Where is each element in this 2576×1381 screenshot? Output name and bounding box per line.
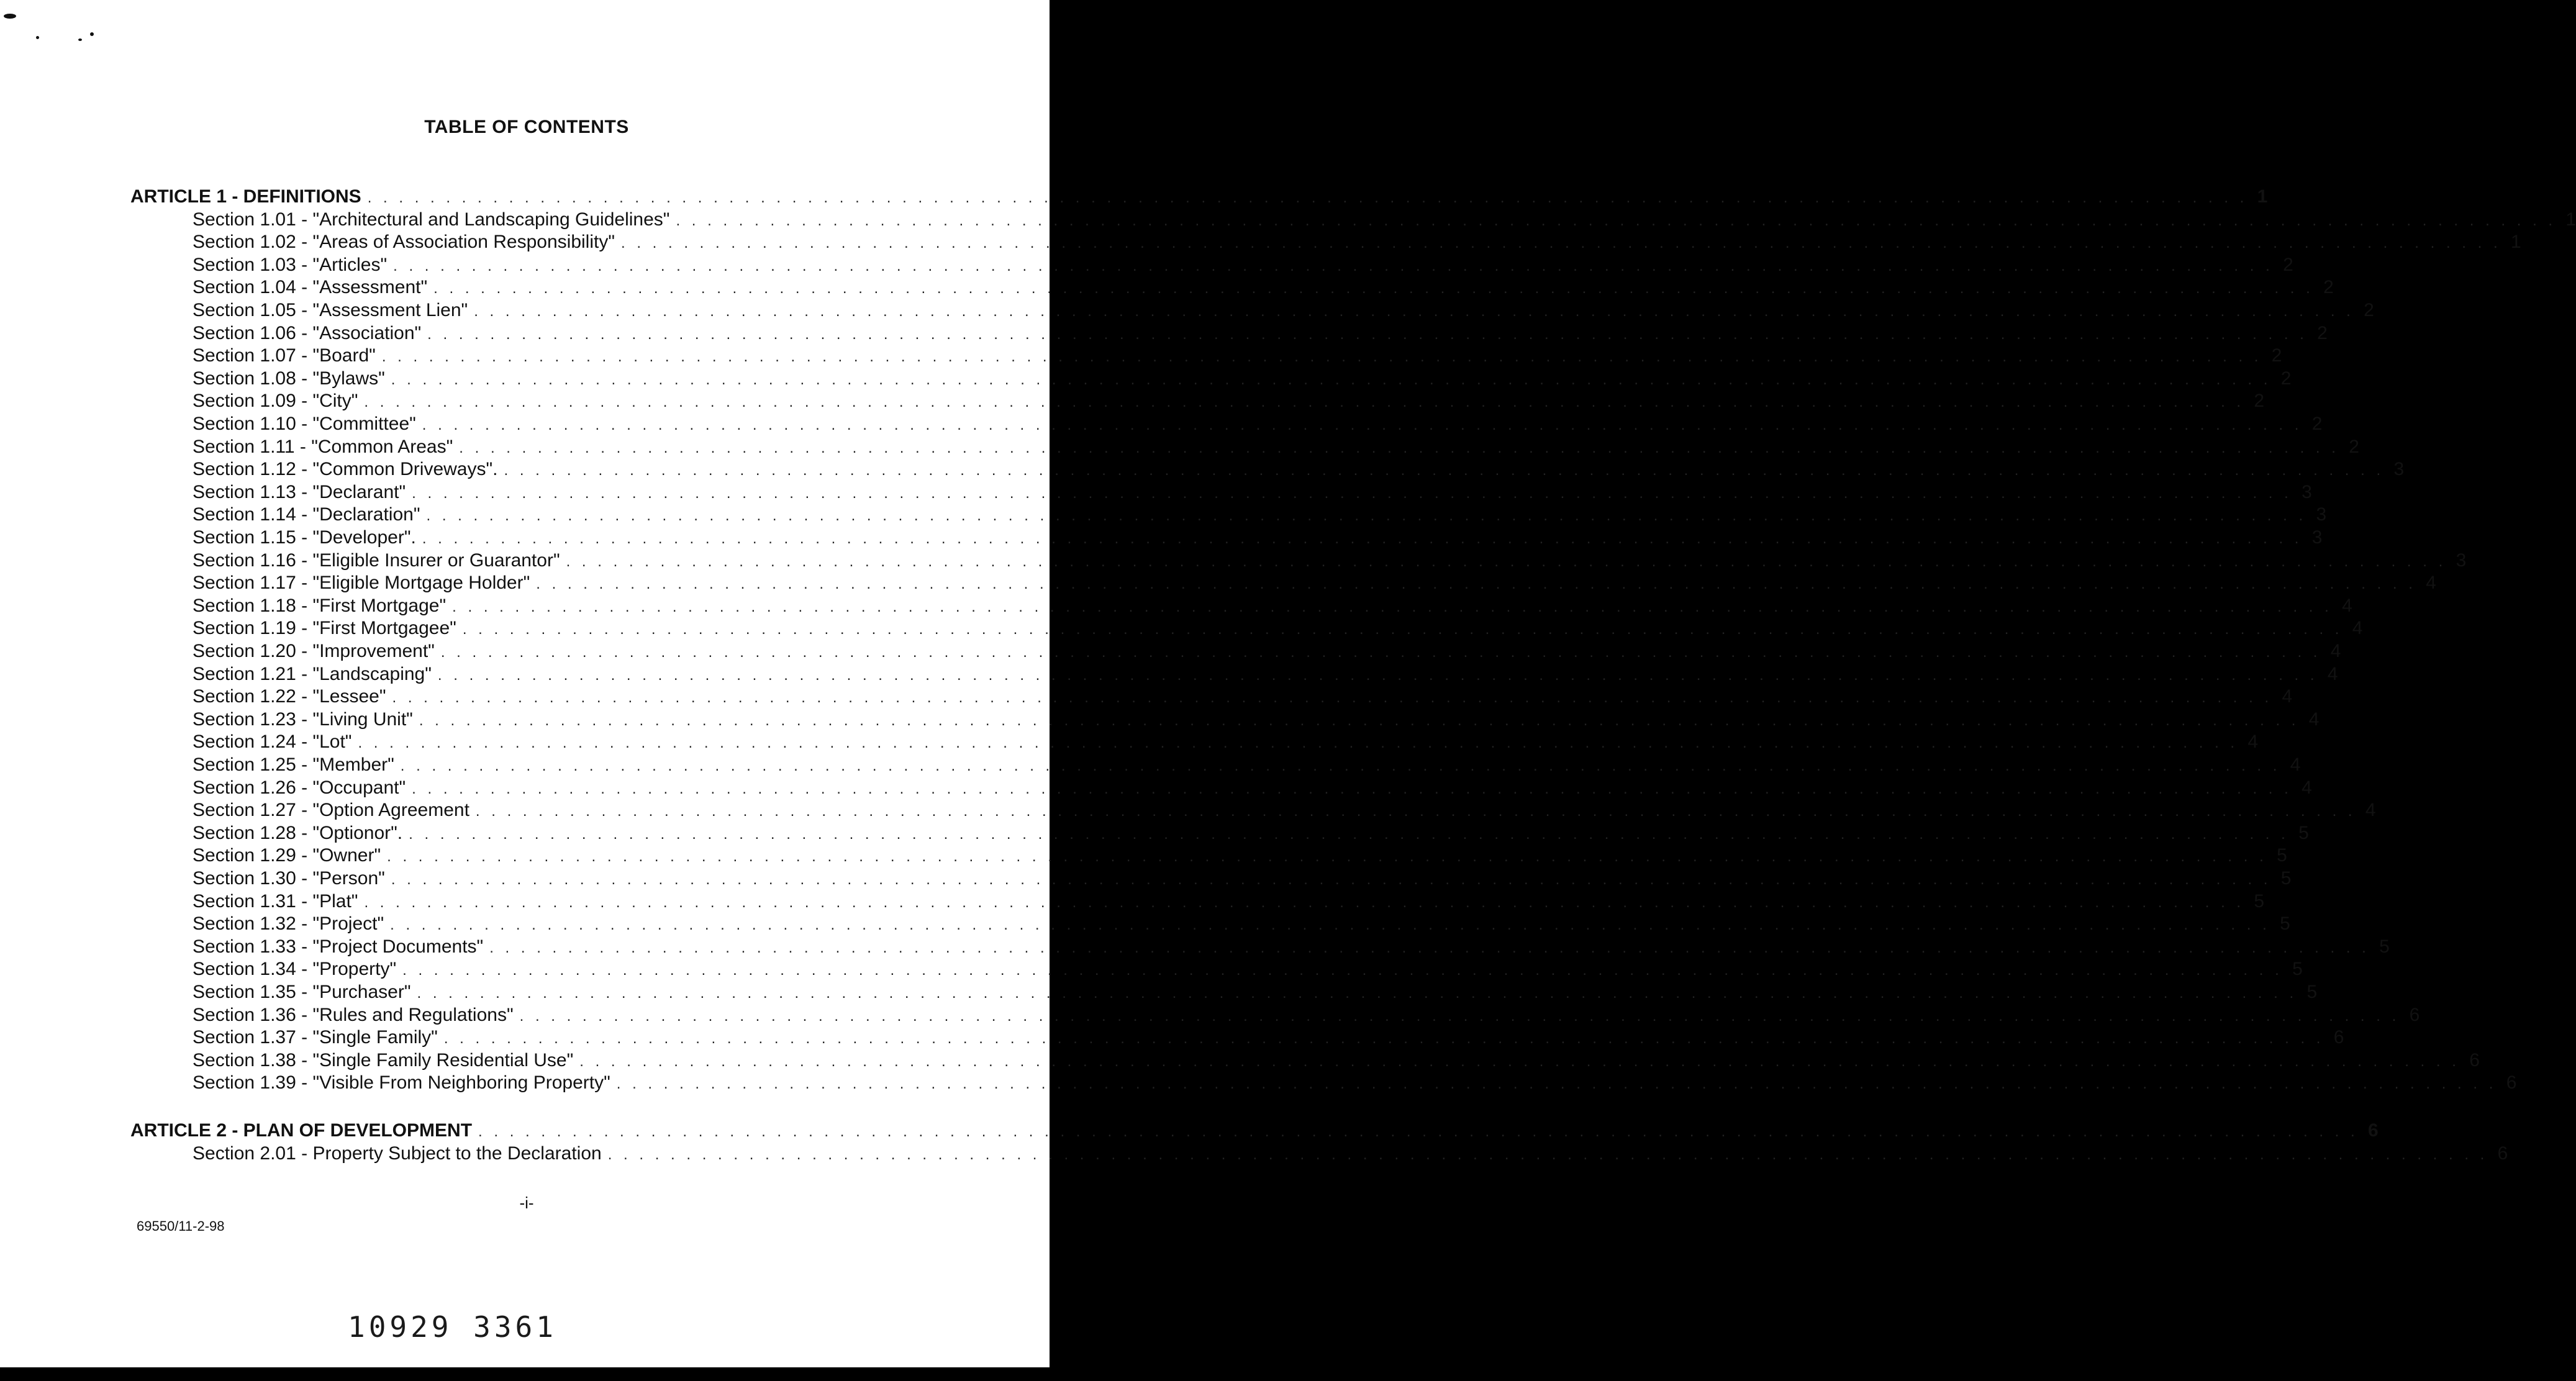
toc-entry-label: ARTICLE 2 - PLAN OF DEVELOPMENT [130, 1120, 473, 1141]
toc-section-row [193, 437, 2359, 459]
toc-section-row [193, 232, 2521, 254]
toc-entry-label: Section 1.14 - "Declaration" [193, 504, 420, 525]
toc-page-number: 5 [2280, 868, 2292, 889]
toc-page-number: 3 [2393, 459, 2405, 479]
dot-leader: . . . . . . . . . . . . . . . . . . . . . . . . . . . . . . . . . . . . . . . . . . . . . . . . . . . . . . . . . . . . . . . . . . . . . . . . . . . . . . . . . . . . . . . . . . . . . . . . . . . . . . . . . . . . . . . . . . . . . . . . [358, 735, 2239, 751]
toc-page-number: 1 [2257, 186, 2268, 207]
toc-section-row [193, 527, 2323, 550]
toc-section-row [193, 391, 2265, 413]
dot-leader: . . . . . . . . . . . . . . . . . . . . . . . . . . . . . . . . . . . . . . . . . . . . . . . . . . . . . . . . . . . . . . . . . . . . . . . . . . . . . . . . . . . . . . . . . . . . . . . . . . . . . . . . . . . . . . . . . . . . . . . . [417, 985, 2298, 1002]
dot-leader: . . . . . . . . . . . . . . . . . . . . . . . . . . . . . . . . . . . . . . . . . . . . . . . . . . . . . . . . . . . . . . . . . . . . . . . . . . . . . . . . . . . . . . . . . . . . . . . . . . . . . . . . . . . . . . . . . . . . . . . . [409, 826, 2289, 843]
toc-page-number: 5 [2298, 823, 2309, 843]
toc-section-row [193, 891, 2265, 913]
dot-leader: . . . . . . . . . . . . . . . . . . . . . . . . . . . . . . . . . . . . . . . . . . . . . . . . . . . . . . . . . . . . . . . . . . . . . . . . . . . . . . . . . . . . . . . . . . . . . . . . . . . . . . . . . . . . . . . . . . . . . . . . [400, 758, 2281, 774]
dot-leader: . . . . . . . . . . . . . . . . . . . . . . . . . . . . . . . . . . . . . . . . . . . . . . . . . . . . . . . . . . . . . . . . . . . . . . . . . . . . . . . . . . . . . . . . . . . . . . . . . . . . . . . . . . . . . . . . . . . . . . . . [607, 1146, 2488, 1163]
toc-section-row [193, 731, 2259, 754]
toc-entry-label: Section 1.10 - "Committee" [193, 414, 416, 434]
toc-section-row [193, 823, 2309, 845]
dot-leader: . . . . . . . . . . . . . . . . . . . . . . . . . . . . . . . . . . . . . . . . . . . . . . . . . . . . . . . . . . . . . . . . . . . . . . . . . . . . . . . . . . . . . . . . . . . . . . . . . . . . . . . . . . . . . . . . . . . . . . . . [478, 1123, 2359, 1140]
toc-entry-label: Section 1.01 - "Architectural and Landscaping Guidelines" [193, 209, 670, 230]
dot-leader: . . . . . . . . . . . . . . . . . . . . . . . . . . . . . . . . . . . . . . . . . . . . . . . . . . . . . . . . . . . . . . . . . . . . . . . . . . . . . . . . . . . . . . . . . . . . . . . . . . . . . . . . . . . . . . . . . . . . . . . . [489, 940, 2370, 956]
toc-page-number: 4 [2352, 618, 2363, 638]
toc-entry-label: Section 1.09 - "City" [193, 391, 358, 411]
toc-page-number: 2 [2364, 300, 2374, 320]
toc-entry-label: Section 1.28 - "Optionor". [193, 823, 403, 843]
toc-entry-label: Section 1.34 - "Property" [193, 959, 397, 979]
scan-speck [90, 32, 94, 36]
toc-page-number: 4 [2290, 754, 2301, 775]
recording-stamp: 10929 3361 [348, 1310, 557, 1344]
toc-entry-label: Section 1.11 - "Common Areas" [193, 437, 453, 457]
toc-section-row [193, 1050, 2480, 1072]
toc-entry-label: Section 1.22 - "Lessee" [193, 686, 386, 707]
dot-leader: . . . . . . . . . . . . . . . . . . . . . . . . . . . . . . . . . . . . . . . . . . . . . . . . . . . . . . . . . . . . . . . . . . . . . . . . . . . . . . . . . . . . . . . . . . . . . . . . . . . . . . . . . . . . . . . . . . . . . . . . [459, 440, 2339, 456]
toc-section-row [193, 345, 2282, 368]
dot-leader: . . . . . . . . . . . . . . . . . . . . . . . . . . . . . . . . . . . . . . . . . . . . . . . . . . . . . . . . . . . . . . . . . . . . . . . . . . . . . . . . . . . . . . . . . . . . . . . . . . . . . . . . . . . . . . . . . . . . . . . . [422, 417, 2303, 433]
toc-page-number: 2 [2254, 391, 2265, 411]
toc-entry-label: Section 1.04 - "Assessment" [193, 277, 428, 297]
document-reference: 69550/11-2-98 [137, 1218, 225, 1234]
toc-section-row [193, 550, 2467, 573]
dot-leader: . . . . . . . . . . . . . . . . . . . . . . . . . . . . . . . . . . . . . . . . . . . . . . . . . . . . . . . . . . . . . . . . . . . . . . . . . . . . . . . . . . . . . . . . . . . . . . . . . . . . . . . . . . . . . . . . . . . . . . . . [504, 462, 2385, 479]
toc-entry-label: Section 1.08 - "Bylaws" [193, 368, 385, 389]
toc-page-number: 3 [2311, 527, 2323, 548]
toc-page-number: 4 [2330, 641, 2341, 661]
dot-leader: . . . . . . . . . . . . . . . . . . . . . . . . . . . . . . . . . . . . . . . . . . . . . . . . . . . . . . . . . . . . . . . . . . . . . . . . . . . . . . . . . . . . . . . . . . . . . . . . . . . . . . . . . . . . . . . . . . . . . . . . [427, 326, 2308, 343]
toc-section-row [193, 1005, 2420, 1027]
dot-leader: . . . . . . . . . . . . . . . . . . . . . . . . . . . . . . . . . . . . . . . . . . . . . . . . . . . . . . . . . . . . . . . . . . . . . . . . . . . . . . . . . . . . . . . . . . . . . . . . . . . . . . . . . . . . . . . . . . . . . . . . [475, 803, 2356, 820]
toc-entry-label: Section 1.13 - "Declarant" [193, 482, 406, 502]
toc-section-row [193, 277, 2334, 299]
toc-page-number: 6 [2409, 1005, 2420, 1025]
toc-entry-label: Section 1.15 - "Developer". [193, 527, 416, 548]
dot-leader: . . . . . . . . . . . . . . . . . . . . . . . . . . . . . . . . . . . . . . . . . . . . . . . . . . . . . . . . . . . . . . . . . . . . . . . . . . . . . . . . . . . . . . . . . . . . . . . . . . . . . . . . . . . . . . . . . . . . . . . . [367, 189, 2248, 206]
toc-entry-label: Section 1.23 - "Living Unit" [193, 709, 413, 730]
dot-leader: . . . . . . . . . . . . . . . . . . . . . . . . . . . . . . . . . . . . . . . . . . . . . . . . . . . . . . . . . . . . . . . . . . . . . . . . . . . . . . . . . . . . . . . . . . . . . . . . . . . . . . . . . . . . . . . . . . . . . . . . [474, 303, 2354, 320]
toc-page-number: 5 [2292, 959, 2303, 979]
toc-page-number: 6 [2368, 1120, 2379, 1141]
toc-entry-label: Section 1.24 - "Lot" [193, 731, 352, 752]
dot-leader: . . . . . . . . . . . . . . . . . . . . . . . . . . . . . . . . . . . . . . . . . . . . . . . . . . . . . . . . . . . . . . . . . . . . . . . . . . . . . . . . . . . . . . . . . . . . . . . . . . . . . . . . . . . . . . . . . . . . . . . . [419, 712, 2300, 729]
dot-leader: . . . . . . . . . . . . . . . . . . . . . . . . . . . . . . . . . . . . . . . . . . . . . . . . . . . . . . . . . . . . . . . . . . . . . . . . . . . . . . . . . . . . . . . . . . . . . . . . . . . . . . . . . . . . . . . . . . . . . . . . [364, 894, 2245, 911]
dot-leader: . . . . . . . . . . . . . . . . . . . . . . . . . . . . . . . . . . . . . . . . . . . . . . . . . . . . . . . . . . . . . . . . . . . . . . . . . . . . . . . . . . . . . . . . . . . . . . . . . . . . . . . . . . . . . . . . . . . . . . . . [392, 689, 2273, 706]
dot-leader: . . . . . . . . . . . . . . . . . . . . . . . . . . . . . . . . . . . . . . . . . . . . . . . . . . . . . . . . . . . . . . . . . . . . . . . . . . . . . . . . . . . . . . . . . . . . . . . . . . . . . . . . . . . . . . . . . . . . . . . . [443, 1030, 2324, 1047]
toc-entry-label: Section 1.27 - "Option Agreement [193, 800, 469, 820]
toc-page-number: 5 [2277, 845, 2287, 866]
toc-page-number: 2 [2283, 255, 2293, 275]
toc-entry-label: Section 1.21 - "Landscaping" [193, 664, 432, 684]
toc-section-row [193, 800, 2376, 822]
toc-entry-label: Section 1.17 - "Eligible Mortgage Holder" [193, 573, 530, 593]
toc-section-row [193, 959, 2303, 981]
toc-section-row [193, 664, 2338, 686]
dot-leader: . . . . . . . . . . . . . . . . . . . . . . . . . . . . . . . . . . . . . . . . . . . . . . . . . . . . . . . . . . . . . . . . . . . . . . . . . . . . . . . . . . . . . . . . . . . . . . . . . . . . . . . . . . . . . . . . . . . . . . . . [402, 962, 2283, 979]
toc-section-row [193, 1143, 2508, 1166]
dot-leader: . . . . . . . . . . . . . . . . . . . . . . . . . . . . . . . . . . . . . . . . . . . . . . . . . . . . . . . . . . . . . . . . . . . . . . . . . . . . . . . . . . . . . . . . . . . . . . . . . . . . . . . . . . . . . . . . . . . . . . . . [422, 530, 2303, 547]
page-marker: -i- [519, 1193, 534, 1212]
toc-page-number: 3 [2456, 550, 2467, 571]
toc-page-number: 3 [2302, 482, 2312, 502]
toc-page-number: 2 [2323, 277, 2334, 297]
dot-leader: . . . . . . . . . . . . . . . . . . . . . . . . . . . . . . . . . . . . . . . . . . . . . . . . . . . . . . . . . . . . . . . . . . . . . . . . . . . . . . . . . . . . . . . . . . . . . . . . . . . . . . . . . . . . . . . . . . . . . . . . [412, 781, 2292, 797]
toc-entry-label: Section 1.36 - "Rules and Regulations" [193, 1005, 514, 1025]
toc-entry-label: Section 1.35 - "Purchaser" [193, 982, 411, 1002]
toc-page-number: 4 [2426, 573, 2436, 593]
toc-entry-label: Section 1.20 - "Improvement" [193, 641, 435, 661]
dot-leader: . . . . . . . . . . . . . . . . . . . . . . . . . . . . . . . . . . . . . . . . . . . . . . . . . . . . . . . . . . . . . . . . . . . . . . . . . . . . . . . . . . . . . . . . . . . . . . . . . . . . . . . . . . . . . . . . . . . . . . . . [412, 485, 2292, 502]
dot-leader: . . . . . . . . . . . . . . . . . . . . . . . . . . . . . . . . . . . . . . . . . . . . . . . . . . . . . . . . . . . . . . . . . . . . . . . . . . . . . . . . . . . . . . . . . . . . . . . . . . . . . . . . . . . . . . . . . . . . . . . . [433, 280, 2314, 297]
toc-section-row [193, 1072, 2517, 1095]
toc-page-number: 5 [2280, 913, 2290, 934]
dot-leader: . . . . . . . . . . . . . . . . . . . . . . . . . . . . . . . . . . . . . . . . . . . . . . . . . . . . . . . . . . . . . . . . . . . . . . . . . . . . . . . . . . . . . . . . . . . . . . . . . . . . . . . . . . . . . . . . . . . . . . . . [616, 1075, 2497, 1092]
toc-section-row [193, 777, 2312, 800]
toc-entry-label: Section 1.07 - "Board" [193, 345, 376, 366]
scan-speck [36, 36, 39, 39]
toc-entry-label: Section 1.37 - "Single Family" [193, 1027, 438, 1048]
toc-page-number: 4 [2342, 595, 2352, 616]
toc-section-row [193, 686, 2293, 709]
dot-leader: . . . . . . . . . . . . . . . . . . . . . . . . . . . . . . . . . . . . . . . . . . . . . . . . . . . . . . . . . . . . . . . . . . . . . . . . . . . . . . . . . . . . . . . . . . . . . . . . . . . . . . . . . . . . . . . . . . . . . . . . [437, 667, 2318, 684]
toc-page-number: 4 [2308, 709, 2320, 730]
toc-section-row [193, 618, 2363, 640]
dot-leader: . . . . . . . . . . . . . . . . . . . . . . . . . . . . . . . . . . . . . . . . . . . . . . . . . . . . . . . . . . . . . . . . . . . . . . . . . . . . . . . . . . . . . . . . . . . . . . . . . . . . . . . . . . . . . . . . . . . . . . . . [391, 371, 2272, 388]
toc-entry-label: Section 1.25 - "Member" [193, 754, 394, 775]
toc-entry-label: Section 1.29 - "Owner" [193, 845, 381, 866]
toc-section-row [193, 209, 2576, 232]
page-title: TABLE OF CONTENTS [424, 117, 629, 137]
dot-leader: . . . . . . . . . . . . . . . . . . . . . . . . . . . . . . . . . . . . . . . . . . . . . . . . . . . . . . . . . . . . . . . . . . . . . . . . . . . . . . . . . . . . . . . . . . . . . . . . . . . . . . . . . . . . . . . . . . . . . . . . [381, 348, 2262, 365]
toc-page-number: 2 [2280, 368, 2292, 389]
dot-leader: . . . . . . . . . . . . . . . . . . . . . . . . . . . . . . . . . . . . . . . . . . . . . . . . . . . . . . . . . . . . . . . . . . . . . . . . . . . . . . . . . . . . . . . . . . . . . . . . . . . . . . . . . . . . . . . . . . . . . . . . [452, 599, 2333, 615]
toc-entry-label: Section 1.32 - "Project" [193, 913, 384, 934]
toc-page-number: 6 [2497, 1143, 2508, 1164]
toc-section-row [193, 255, 2293, 277]
toc-page-number: 5 [2379, 936, 2390, 957]
toc-page-number: 6 [2469, 1050, 2480, 1071]
toc-section-row [193, 754, 2301, 777]
toc-section-row [193, 936, 2390, 959]
toc-page-number: 6 [2506, 1072, 2517, 1093]
toc-page-number: 1 [2510, 232, 2521, 252]
dot-leader: . . . . . . . . . . . . . . . . . . . . . . . . . . . . . . . . . . . . . . . . . . . . . . . . . . . . . . . . . . . . . . . . . . . . . . . . . . . . . . . . . . . . . . . . . . . . . . . . . . . . . . . . . . . . . . . . . . . . . . . . [440, 644, 2321, 661]
toc-page-number: 2 [2317, 323, 2328, 343]
toc-page-number: 4 [2365, 800, 2376, 820]
toc-entry-label: Section 1.31 - "Plat" [193, 891, 358, 912]
toc-section-row [193, 459, 2405, 481]
dot-leader: . . . . . . . . . . . . . . . . . . . . . . . . . . . . . . . . . . . . . . . . . . . . . . . . . . . . . . . . . . . . . . . . . . . . . . . . . . . . . . . . . . . . . . . . . . . . . . . . . . . . . . . . . . . . . . . . . . . . . . . . [620, 235, 2501, 251]
toc-page-number: 4 [2247, 731, 2259, 752]
dot-leader: . . . . . . . . . . . . . . . . . . . . . . . . . . . . . . . . . . . . . . . . . . . . . . . . . . . . . . . . . . . . . . . . . . . . . . . . . . . . . . . . . . . . . . . . . . . . . . . . . . . . . . . . . . . . . . . . . . . . . . . . [387, 848, 2267, 865]
toc-section-row [193, 1027, 2344, 1049]
toc-section-row [193, 300, 2374, 322]
toc-section-row [193, 709, 2320, 731]
toc-entry-label: Section 1.33 - "Project Documents" [193, 936, 484, 957]
dot-leader: . . . . . . . . . . . . . . . . . . . . . . . . . . . . . . . . . . . . . . . . . . . . . . . . . . . . . . . . . . . . . . . . . . . . . . . . . . . . . . . . . . . . . . . . . . . . . . . . . . . . . . . . . . . . . . . . . . . . . . . . [390, 917, 2270, 933]
toc-section-row [193, 323, 2328, 345]
dot-leader: . . . . . . . . . . . . . . . . . . . . . . . . . . . . . . . . . . . . . . . . . . . . . . . . . . . . . . . . . . . . . . . . . . . . . . . . . . . . . . . . . . . . . . . . . . . . . . . . . . . . . . . . . . . . . . . . . . . . . . . . [536, 576, 2416, 592]
toc-section-row [193, 595, 2352, 618]
toc-page-number: 2 [2349, 437, 2359, 457]
toc-page-number: 2 [2311, 414, 2323, 434]
toc-section-row [193, 414, 2323, 436]
toc-page-number: 5 [2254, 891, 2265, 912]
toc-page-number: 3 [2316, 504, 2327, 525]
toc-section-row [193, 913, 2290, 936]
toc-section-row [193, 504, 2327, 527]
toc-section-row [193, 641, 2341, 663]
dot-leader: . . . . . . . . . . . . . . . . . . . . . . . . . . . . . . . . . . . . . . . . . . . . . . . . . . . . . . . . . . . . . . . . . . . . . . . . . . . . . . . . . . . . . . . . . . . . . . . . . . . . . . . . . . . . . . . . . . . . . . . . [393, 258, 2274, 274]
dot-leader: . . . . . . . . . . . . . . . . . . . . . . . . . . . . . . . . . . . . . . . . . . . . . . . . . . . . . . . . . . . . . . . . . . . . . . . . . . . . . . . . . . . . . . . . . . . . . . . . . . . . . . . . . . . . . . . . . . . . . . . . [519, 1008, 2400, 1025]
toc-section-row [193, 868, 2292, 890]
toc-entry-label: Section 1.06 - "Association" [193, 323, 422, 343]
scan-speck [78, 38, 82, 41]
toc-entry-label: Section 1.12 - "Common Driveways". [193, 459, 498, 479]
toc-entry-label: Section 1.03 - "Articles" [193, 255, 388, 275]
dot-leader: . . . . . . . . . . . . . . . . . . . . . . . . . . . . . . . . . . . . . . . . . . . . . . . . . . . . . . . . . . . . . . . . . . . . . . . . . . . . . . . . . . . . . . . . . . . . . . . . . . . . . . . . . . . . . . . . . . . . . . . . [364, 394, 2245, 410]
toc-article-row [130, 186, 2268, 209]
dot-leader: . . . . . . . . . . . . . . . . . . . . . . . . . . . . . . . . . . . . . . . . . . . . . . . . . . . . . . . . . . . . . . . . . . . . . . . . . . . . . . . . . . . . . . . . . . . . . . . . . . . . . . . . . . . . . . . . . . . . . . . . [391, 871, 2272, 888]
toc-section-row [193, 482, 2312, 504]
toc-page-number: 4 [2302, 777, 2312, 798]
toc-page-number: 5 [2306, 982, 2318, 1002]
toc-page-number: 4 [2327, 664, 2338, 684]
toc-page-number: 4 [2282, 686, 2293, 707]
dot-leader: . . . . . . . . . . . . . . . . . . . . . . . . . . . . . . . . . . . . . . . . . . . . . . . . . . . . . . . . . . . . . . . . . . . . . . . . . . . . . . . . . . . . . . . . . . . . . . . . . . . . . . . . . . . . . . . . . . . . . . . . [426, 507, 2307, 524]
toc-page-number: 2 [2271, 345, 2282, 366]
toc-section-row [193, 982, 2318, 1004]
toc-entry-label: Section 1.02 - "Areas of Association Responsibility" [193, 232, 615, 252]
toc-entry-label: Section 1.39 - "Visible From Neighboring Property" [193, 1072, 610, 1093]
toc-entry-label: Section 1.05 - "Assessment Lien" [193, 300, 468, 320]
toc-entry-label: Section 1.26 - "Occupant" [193, 777, 406, 798]
toc-entry-label: Section 1.38 - "Single Family Residential Use" [193, 1050, 574, 1071]
toc-section-row [193, 573, 2436, 595]
toc-entry-label: Section 1.18 - "First Mortgage" [193, 595, 447, 616]
dot-leader: . . . . . . . . . . . . . . . . . . . . . . . . . . . . . . . . . . . . . . . . . . . . . . . . . . . . . . . . . . . . . . . . . . . . . . . . . . . . . . . . . . . . . . . . . . . . . . . . . . . . . . . . . . . . . . . . . . . . . . . . [676, 212, 2557, 229]
toc-entry-label: Section 1.16 - "Eligible Insurer or Guarantor" [193, 550, 560, 571]
scan-speck [4, 14, 16, 19]
toc-page-number: 1 [2565, 209, 2576, 230]
toc-article-row [130, 1120, 2379, 1143]
toc-entry-label: ARTICLE 1 - DEFINITIONS [130, 186, 361, 207]
toc-page-number: 6 [2333, 1027, 2344, 1048]
dot-leader: . . . . . . . . . . . . . . . . . . . . . . . . . . . . . . . . . . . . . . . . . . . . . . . . . . . . . . . . . . . . . . . . . . . . . . . . . . . . . . . . . . . . . . . . . . . . . . . . . . . . . . . . . . . . . . . . . . . . . . . . [566, 553, 2447, 570]
toc-entry-label: Section 1.19 - "First Mortgagee" [193, 618, 456, 638]
dot-leader: . . . . . . . . . . . . . . . . . . . . . . . . . . . . . . . . . . . . . . . . . . . . . . . . . . . . . . . . . . . . . . . . . . . . . . . . . . . . . . . . . . . . . . . . . . . . . . . . . . . . . . . . . . . . . . . . . . . . . . . . [462, 621, 2343, 638]
toc-section-row [193, 368, 2292, 391]
toc-entry-label: Section 2.01 - Property Subject to the Declaration [193, 1143, 602, 1164]
dot-leader: . . . . . . . . . . . . . . . . . . . . . . . . . . . . . . . . . . . . . . . . . . . . . . . . . . . . . . . . . . . . . . . . . . . . . . . . . . . . . . . . . . . . . . . . . . . . . . . . . . . . . . . . . . . . . . . . . . . . . . . . [579, 1053, 2460, 1070]
toc-section-row [193, 845, 2287, 867]
toc-entry-label: Section 1.30 - "Person" [193, 868, 385, 889]
